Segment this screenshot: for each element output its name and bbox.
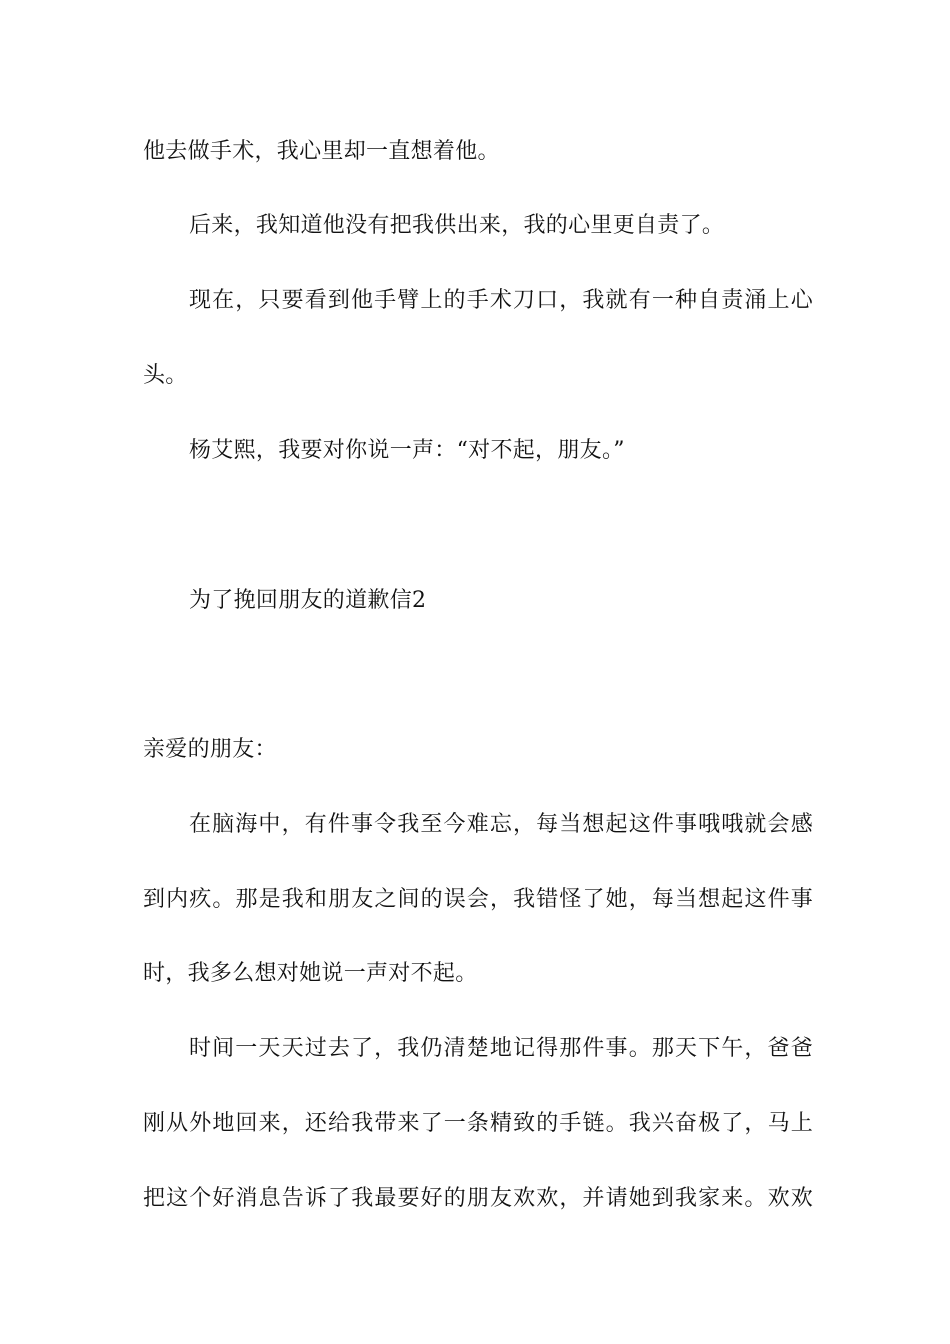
text-line: 现在，只要看到他手臂上的手术刀口，我就有一种自责涌上心 bbox=[189, 288, 813, 313]
text-line: 到内疚。那是我和朋友之间的误会，我错怪了她，每当想起这件事 bbox=[143, 887, 813, 912]
text-line: 后来，我知道他没有把我供出来，我的心里更自责了。 bbox=[189, 213, 725, 238]
salutation: 亲爱的朋友： bbox=[143, 737, 277, 762]
text-line: 杨艾熙，我要对你说一声：“对不起，朋友。” bbox=[189, 438, 625, 463]
section-heading: 为了挽回朋友的道歉信2 bbox=[189, 588, 427, 613]
text-line: 把这个好消息告诉了我最要好的朋友欢欢，并请她到我家来。欢欢 bbox=[143, 1186, 813, 1211]
text-line: 在脑海中，有件事令我至今难忘，每当想起这件事哦哦就会感 bbox=[189, 812, 813, 837]
text-line: 刚从外地回来，还给我带来了一条精致的手链。我兴奋极了，马上 bbox=[143, 1111, 813, 1136]
text-line: 头。 bbox=[143, 363, 188, 388]
text-line: 时，我多么想对她说一声对不起。 bbox=[143, 961, 478, 986]
text-line: 时间一天天过去了，我仍清楚地记得那件事。那天下午，爸爸 bbox=[189, 1036, 813, 1061]
text-line: 他去做手术，我心里却一直想着他。 bbox=[143, 139, 500, 164]
